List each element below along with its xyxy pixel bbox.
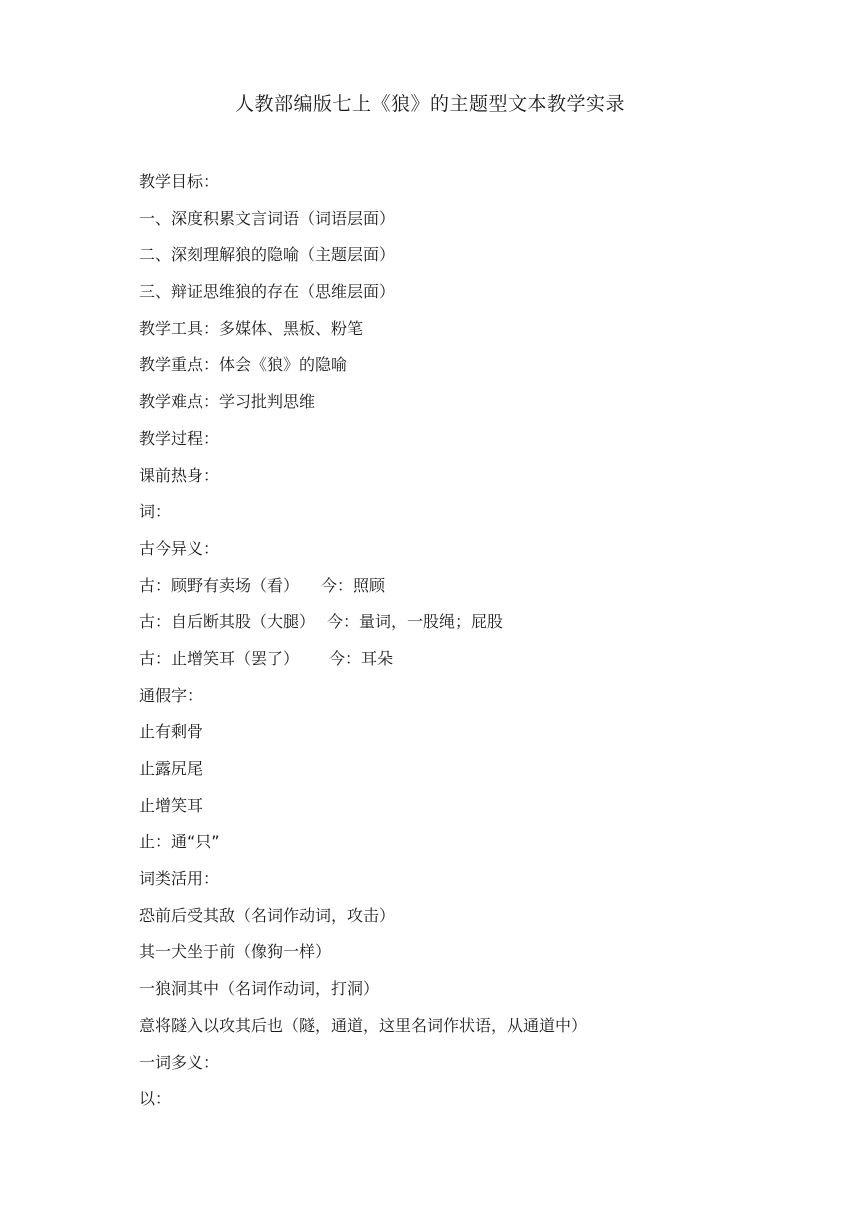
jin-text: 今：耳朵 xyxy=(329,648,394,668)
gu-jin-row xyxy=(139,641,779,678)
text-line: 课前热身： xyxy=(139,465,220,485)
document-body xyxy=(139,164,779,1118)
text-line: 教学工具：多媒体、黑板、粉笔 xyxy=(139,318,364,338)
text-line: 一狼洞其中（名词作动词，打洞） xyxy=(139,979,380,999)
text-line: 止露尻尾 xyxy=(139,759,204,778)
text-line: 其一犬坐于前（像狗一样） xyxy=(139,942,332,962)
text-line: 词类活用： xyxy=(139,869,220,889)
text-line: 通假字： xyxy=(139,685,204,705)
text-line: 止：通“只” xyxy=(139,832,220,852)
text-line: 恐前后受其敌（名词作动词，攻击） xyxy=(139,905,396,925)
gu-text: 古：自后断其股（大腿） xyxy=(139,612,316,632)
gu-text: 古：顾野有卖场（看） xyxy=(139,575,300,595)
text-line: 意将隧入以攻其后也（隧，通道，这里名词作状语，从通道中） xyxy=(139,1015,588,1035)
text-line: 止增笑耳 xyxy=(139,795,204,815)
jin-text: 今：量词，一股绳；屁股 xyxy=(327,612,504,632)
text-line: 止有剩骨 xyxy=(139,722,204,742)
gu-jin-row xyxy=(139,604,779,641)
text-line: 一词多义： xyxy=(139,1052,220,1072)
gu-jin-row xyxy=(139,568,779,605)
text-line: 一、深度积累文言词语（词语层面） xyxy=(139,208,396,228)
text-line: 以： xyxy=(139,1089,172,1109)
text-line: 古今异义： xyxy=(139,538,220,558)
text-line: 教学过程： xyxy=(139,428,220,448)
text-line: 教学难点：学习批判思维 xyxy=(139,392,316,412)
text-line: 教学重点：体会《狼》的隐喻 xyxy=(139,355,348,375)
text-line: 三、辩证思维狼的存在（思维层面） xyxy=(139,282,396,302)
document-title: 人教部编版七上《狼》的主题型文本教学实录 xyxy=(234,93,625,115)
gu-text: 古：止增笑耳（罢了） xyxy=(139,648,300,668)
text-line: 二、深刻理解狼的隐喻（主题层面） xyxy=(139,245,396,265)
jin-text: 今：照顾 xyxy=(321,575,386,595)
text-line: 词： xyxy=(139,502,172,522)
text-line: 教学目标： xyxy=(139,172,220,191)
